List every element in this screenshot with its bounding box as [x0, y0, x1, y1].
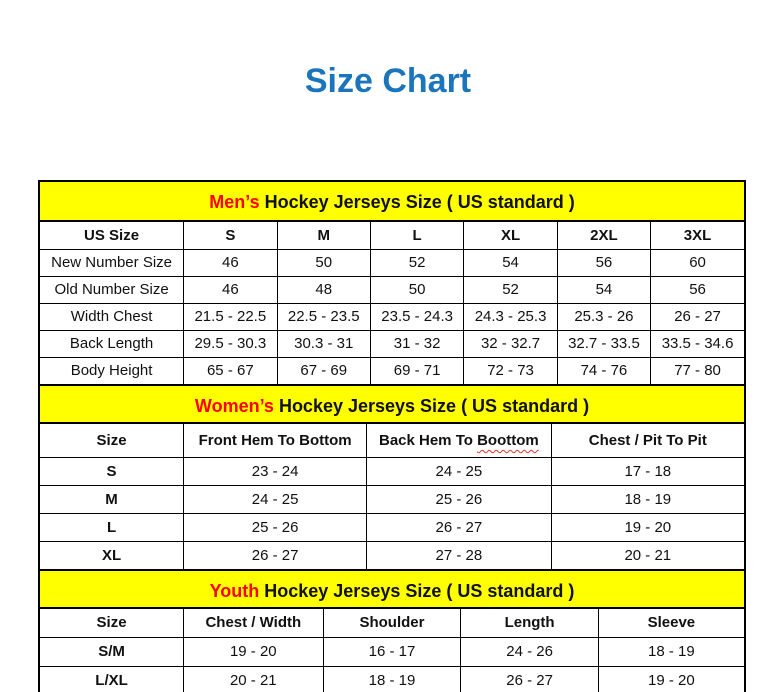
- table-row: [40, 249, 744, 276]
- mens-band-text: Hockey Jerseys Size ( US standard ): [259, 192, 575, 212]
- size-cell: 65 - 67: [184, 357, 277, 384]
- size-cell: 24 - 26: [461, 637, 598, 666]
- column-header: Sleeve: [598, 609, 744, 637]
- size-cell: 24 - 25: [184, 485, 367, 513]
- table-row: [40, 457, 744, 485]
- row-label: New Number Size: [40, 249, 184, 276]
- size-cell: 26 - 27: [184, 541, 367, 569]
- table-row: [40, 513, 744, 541]
- size-cell: 19 - 20: [551, 513, 744, 541]
- column-header: 2XL: [557, 222, 650, 249]
- size-cell: 17 - 18: [551, 457, 744, 485]
- size-chart-page: [0, 60, 776, 692]
- size-cell: 22.5 - 23.5: [277, 303, 370, 330]
- page-title: Size Chart: [304, 62, 472, 100]
- size-cell: 18 - 19: [598, 637, 744, 666]
- mens-accent-label: Men’s: [209, 192, 260, 212]
- size-cell: 60: [651, 249, 744, 276]
- row-label: L/XL: [40, 666, 184, 692]
- size-cell: 16 - 17: [323, 637, 461, 666]
- youth-section-band: [40, 569, 744, 609]
- youth-accent-label: Youth: [209, 581, 260, 601]
- size-cell: 32 - 32.7: [464, 330, 557, 357]
- size-cell: 77 - 80: [651, 357, 744, 384]
- column-header: Chest / Width: [184, 609, 323, 637]
- youth-size-table: [40, 609, 744, 692]
- size-chart-container: [38, 180, 746, 692]
- womens-band-text: Hockey Jerseys Size ( US standard ): [273, 396, 590, 416]
- womens-size-table: [40, 424, 744, 569]
- column-header: 3XL: [651, 222, 744, 249]
- column-header-back-hem: [367, 424, 551, 457]
- back-hem-misspelled-word: Boottom: [477, 431, 539, 449]
- size-cell: 56: [651, 276, 744, 303]
- table-row: [40, 666, 744, 692]
- column-header: Length: [461, 609, 598, 637]
- mens-section-band: [40, 182, 744, 222]
- size-cell: 69 - 71: [370, 357, 463, 384]
- size-cell: 74 - 76: [557, 357, 650, 384]
- column-header: S: [184, 222, 277, 249]
- size-cell: 52: [370, 249, 463, 276]
- size-cell: 18 - 19: [551, 485, 744, 513]
- table-row: [40, 330, 744, 357]
- youth-header-row: [40, 609, 744, 637]
- row-label: S: [40, 457, 184, 485]
- size-cell: 23.5 - 24.3: [370, 303, 463, 330]
- row-label: Old Number Size: [40, 276, 184, 303]
- row-label: M: [40, 485, 184, 513]
- size-cell: 31 - 32: [370, 330, 463, 357]
- mens-header-row: [40, 222, 744, 249]
- table-row: [40, 357, 744, 384]
- size-cell: 25 - 26: [367, 485, 551, 513]
- row-label: S/M: [40, 637, 184, 666]
- size-cell: 46: [184, 249, 277, 276]
- size-cell: 26 - 27: [367, 513, 551, 541]
- size-cell: 20 - 21: [551, 541, 744, 569]
- womens-header-row: [40, 424, 744, 457]
- size-cell: 72 - 73: [464, 357, 557, 384]
- table-row: [40, 303, 744, 330]
- row-label: XL: [40, 541, 184, 569]
- table-row: [40, 485, 744, 513]
- column-header: XL: [464, 222, 557, 249]
- row-label: Body Height: [40, 357, 184, 384]
- column-header: Size: [40, 609, 184, 637]
- size-cell: 29.5 - 30.3: [184, 330, 277, 357]
- mens-size-table: [40, 222, 744, 384]
- size-cell: 19 - 20: [598, 666, 744, 692]
- table-row: [40, 276, 744, 303]
- column-header: Shoulder: [323, 609, 461, 637]
- size-cell: 24.3 - 25.3: [464, 303, 557, 330]
- size-cell: 67 - 69: [277, 357, 370, 384]
- size-cell: 32.7 - 33.5: [557, 330, 650, 357]
- size-cell: 33.5 - 34.6: [651, 330, 744, 357]
- table-row: [40, 637, 744, 666]
- womens-accent-label: Women’s: [194, 396, 274, 416]
- womens-section-band: [40, 384, 744, 424]
- size-cell: 19 - 20: [184, 637, 323, 666]
- row-label: L: [40, 513, 184, 541]
- column-header: Chest / Pit To Pit: [551, 424, 744, 457]
- row-label: Width Chest: [40, 303, 184, 330]
- youth-band-text: Hockey Jerseys Size ( US standard ): [259, 581, 575, 601]
- size-cell: 30.3 - 31: [277, 330, 370, 357]
- size-cell: 56: [557, 249, 650, 276]
- size-cell: 27 - 28: [367, 541, 551, 569]
- back-hem-prefix: Back Hem To: [378, 431, 478, 449]
- size-cell: 52: [464, 276, 557, 303]
- size-cell: 26 - 27: [461, 666, 598, 692]
- size-cell: 18 - 19: [323, 666, 461, 692]
- size-cell: 24 - 25: [367, 457, 551, 485]
- size-cell: 54: [464, 249, 557, 276]
- size-cell: 21.5 - 22.5: [184, 303, 277, 330]
- size-cell: 25 - 26: [184, 513, 367, 541]
- size-cell: 23 - 24: [184, 457, 367, 485]
- size-cell: 20 - 21: [184, 666, 323, 692]
- column-header: L: [370, 222, 463, 249]
- column-header: Size: [40, 424, 184, 457]
- size-cell: 46: [184, 276, 277, 303]
- size-cell: 54: [557, 276, 650, 303]
- size-cell: 50: [370, 276, 463, 303]
- size-cell: 25.3 - 26: [557, 303, 650, 330]
- column-header: M: [277, 222, 370, 249]
- column-header: Front Hem To Bottom: [184, 424, 367, 457]
- column-header: US Size: [40, 222, 184, 249]
- table-row: [40, 541, 744, 569]
- size-cell: 26 - 27: [651, 303, 744, 330]
- size-cell: 48: [277, 276, 370, 303]
- size-cell: 50: [277, 249, 370, 276]
- row-label: Back Length: [40, 330, 184, 357]
